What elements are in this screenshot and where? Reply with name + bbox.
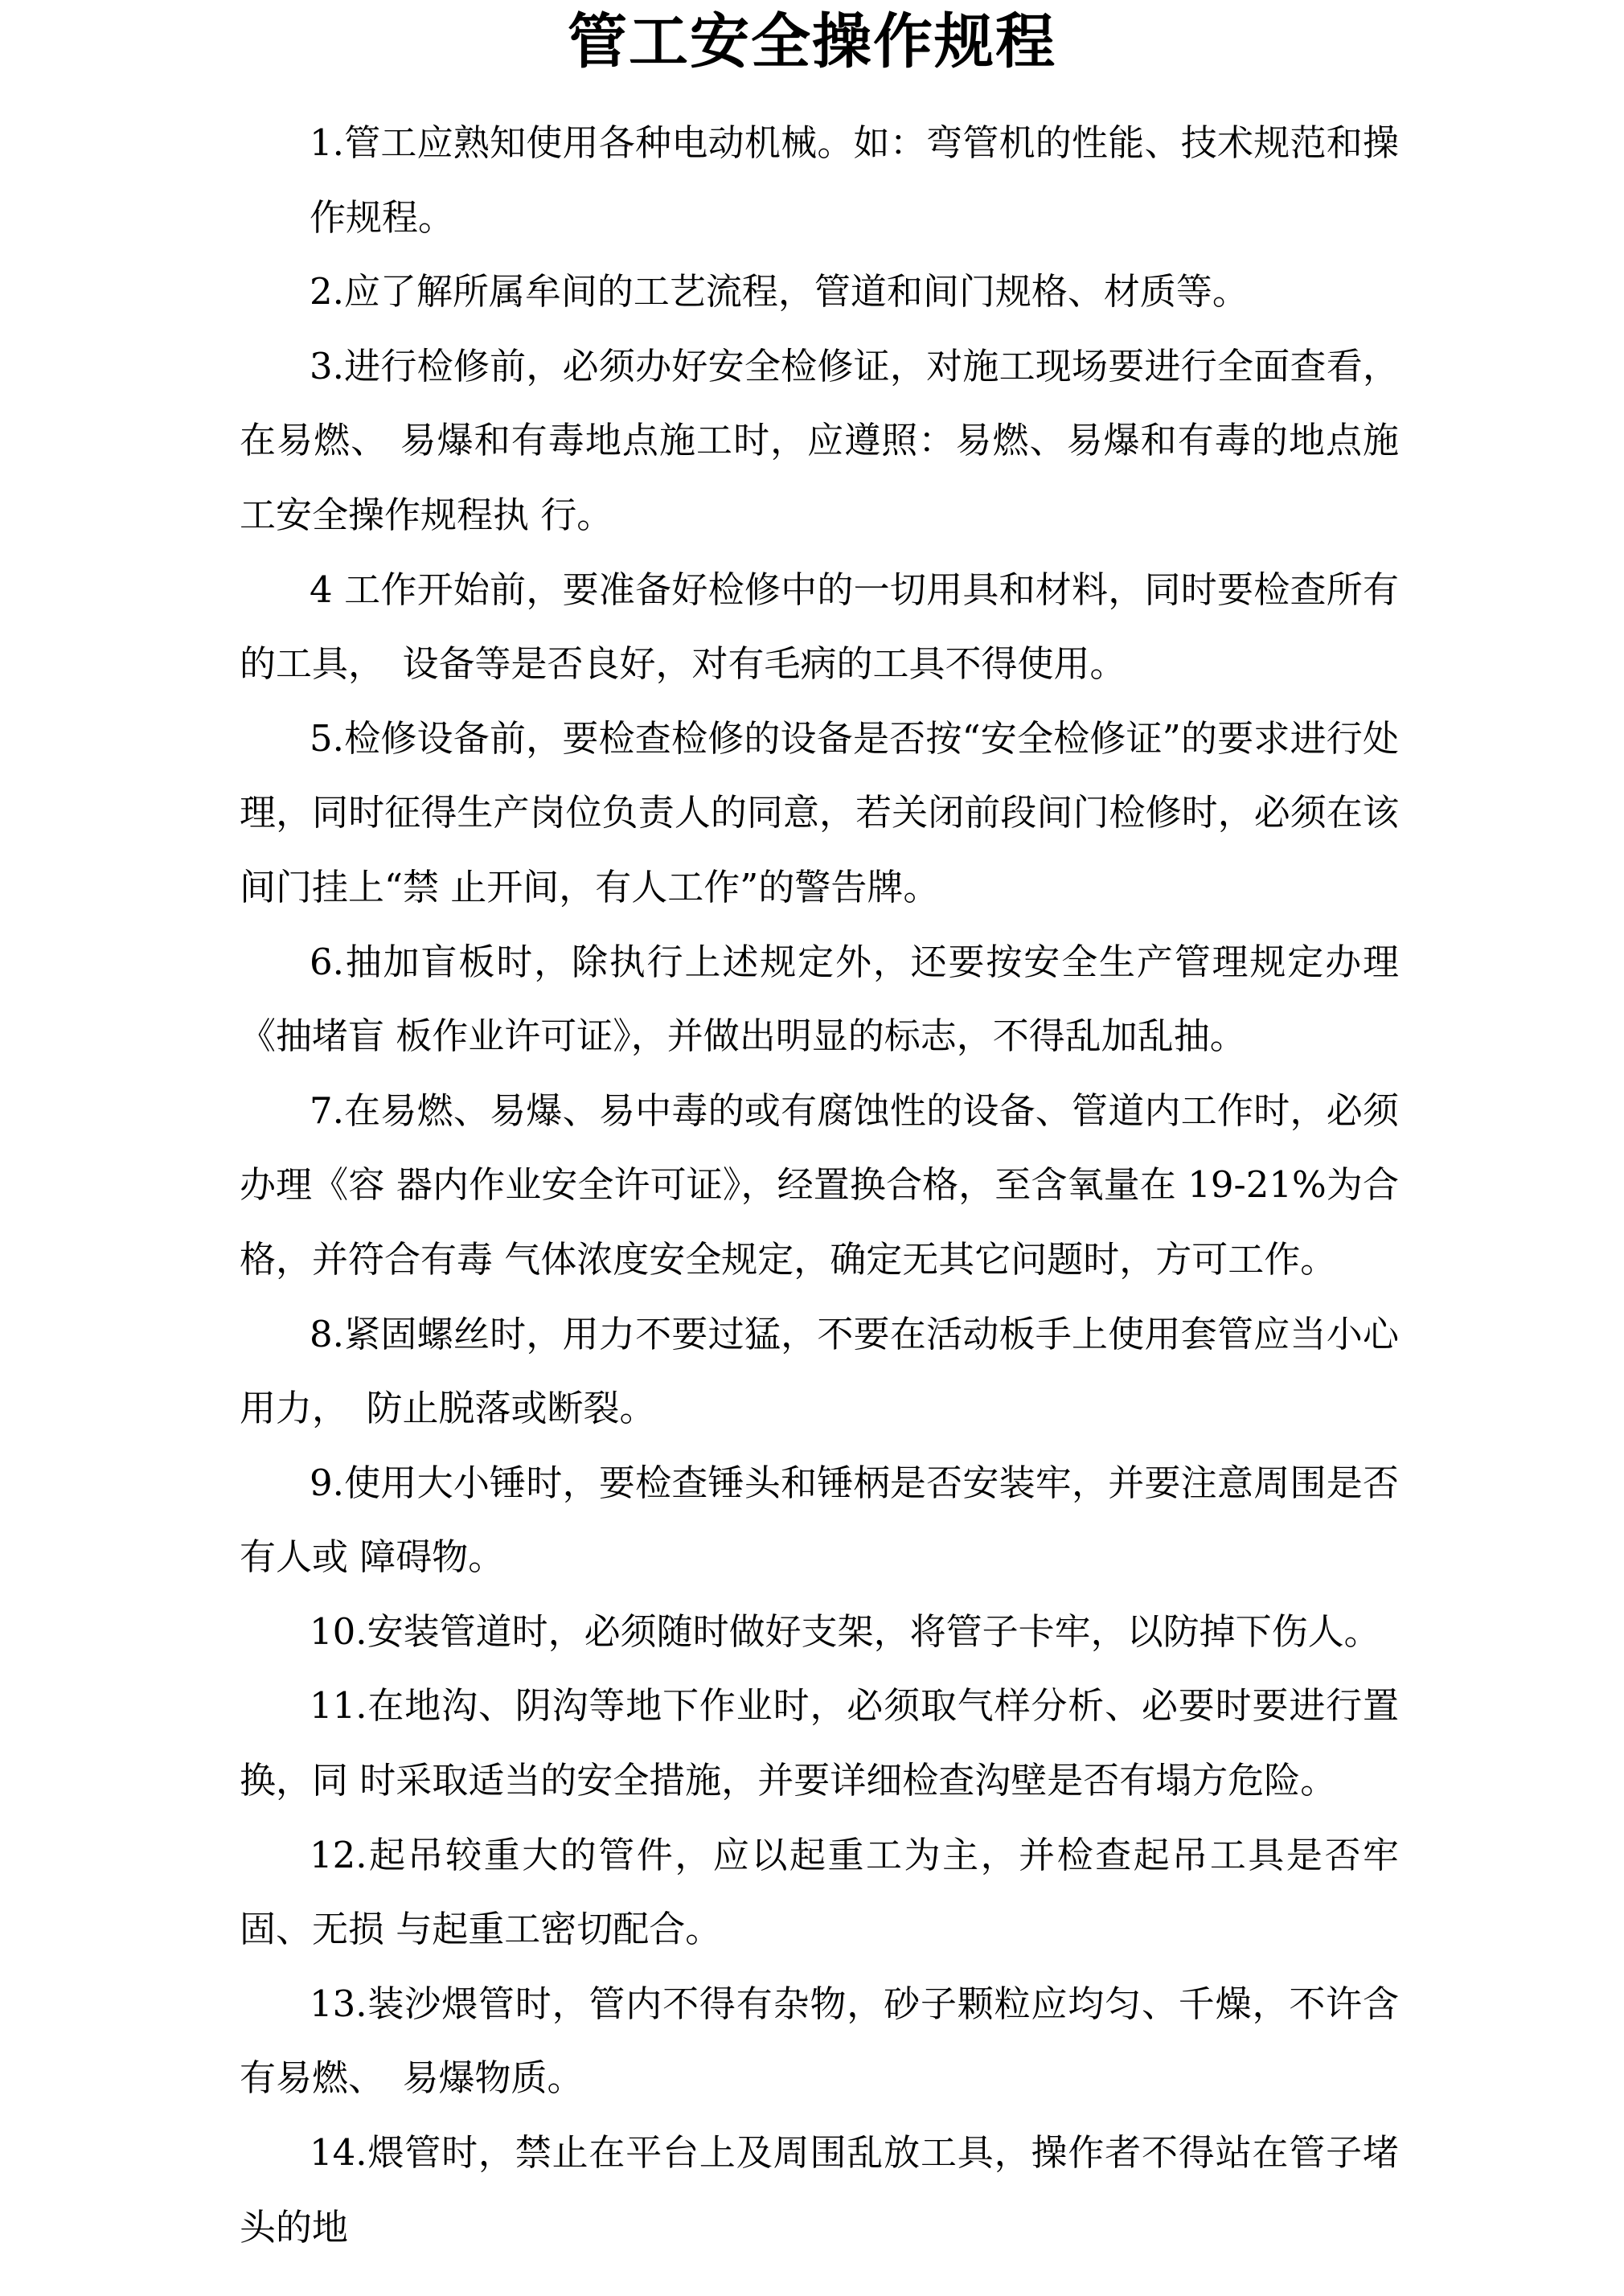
rule-paragraph-5: 5.检修设备前，要检查检修的设备是否按“安全检修证”的要求进行处理，同时征得生产岗位负责人的同意，若关闭前段间门检修时，必须在该间门挂上“禁 止开间，有人工作”的警告牌。 — [240, 716, 1399, 908]
rule-paragraph-13: 13.装沙煨管时，管内不得有杂物，砂子颗粒应均匀、千燥，不许含有易燃、 易爆物质。 — [240, 1982, 1399, 2100]
rule-paragraph-11: 11.在地沟、阴沟等地下作业时，必须取气样分析、必要时要进行置换，同 时采取适当的安全措施，并要详细检查沟壁是否有塌方危险。 — [240, 1684, 1399, 1802]
rule-paragraph-4: 4 工作开始前，要准备好检修中的一切用具和材料，同时要检查所有的工具， 设备等是否良好，对有毛病的工具不得使用。 — [240, 568, 1399, 686]
rule-paragraph-8: 8.紧固螺丝时，用力不要过猛，不要在活动板手上使用套管应当小心用力， 防止脱落或断裂。 — [240, 1312, 1399, 1430]
rule-paragraph-10: 10.安装管道时，必须随时做好支架，将管子卡牢，以防掉下伤人。 — [310, 1609, 1380, 1653]
rule-paragraph-7: 7.在易燃、易爆、易中毒的或有腐蚀性的设备、管道内工作时，必须办理《容 器内作业安全许可证》，经置换合格，至含氧量在 19-21%为合格，并符合有毒 气体浓度安全规定，确定无其它问题时，方可工作。 — [240, 1089, 1399, 1281]
rule-paragraph-9: 9.使用大小锤时，要检查锤头和锤柄是否安装牢，并要注意周围是否有人或 障碍物。 — [240, 1461, 1399, 1579]
rule-paragraph-14: 14.煨管时，禁止在平台上及周围乱放工具，操作者不得站在管子堵头的地 — [240, 2131, 1399, 2249]
document-title: 管工安全操作规程 — [568, 7, 1056, 76]
rule-paragraph-12: 12.起吊较重大的管件，应以起重工为主，并检查起吊工具是否牢固、无损 与起重工密切配合。 — [240, 1833, 1399, 1951]
rule-paragraph-2: 2.应了解所属牟间的工艺流程，管道和间门规格、材质等。 — [310, 270, 1249, 314]
rule-paragraph-3: 3.进行检修前，必须办好安全检修证，对施工现场要进行全面查看，在易燃、 易爆和有毒地点施工时，应遵照：易燃、易爆和有毒的地点施工安全操作规程执 行。 — [240, 344, 1399, 536]
document-body — [240, 106, 1399, 2265]
rule-paragraph-6: 6.抽加盲板时，除执行上述规定外，还要按安全生产管理规定办理《抽堵盲 板作业许可证》，并做出明显的标志，不得乱加乱抽。 — [240, 940, 1399, 1058]
rule-paragraph-1: 1.管工应熟知使用各种电动机械。如：弯管机的性能、技术规范和操作规程。 — [310, 121, 1399, 239]
